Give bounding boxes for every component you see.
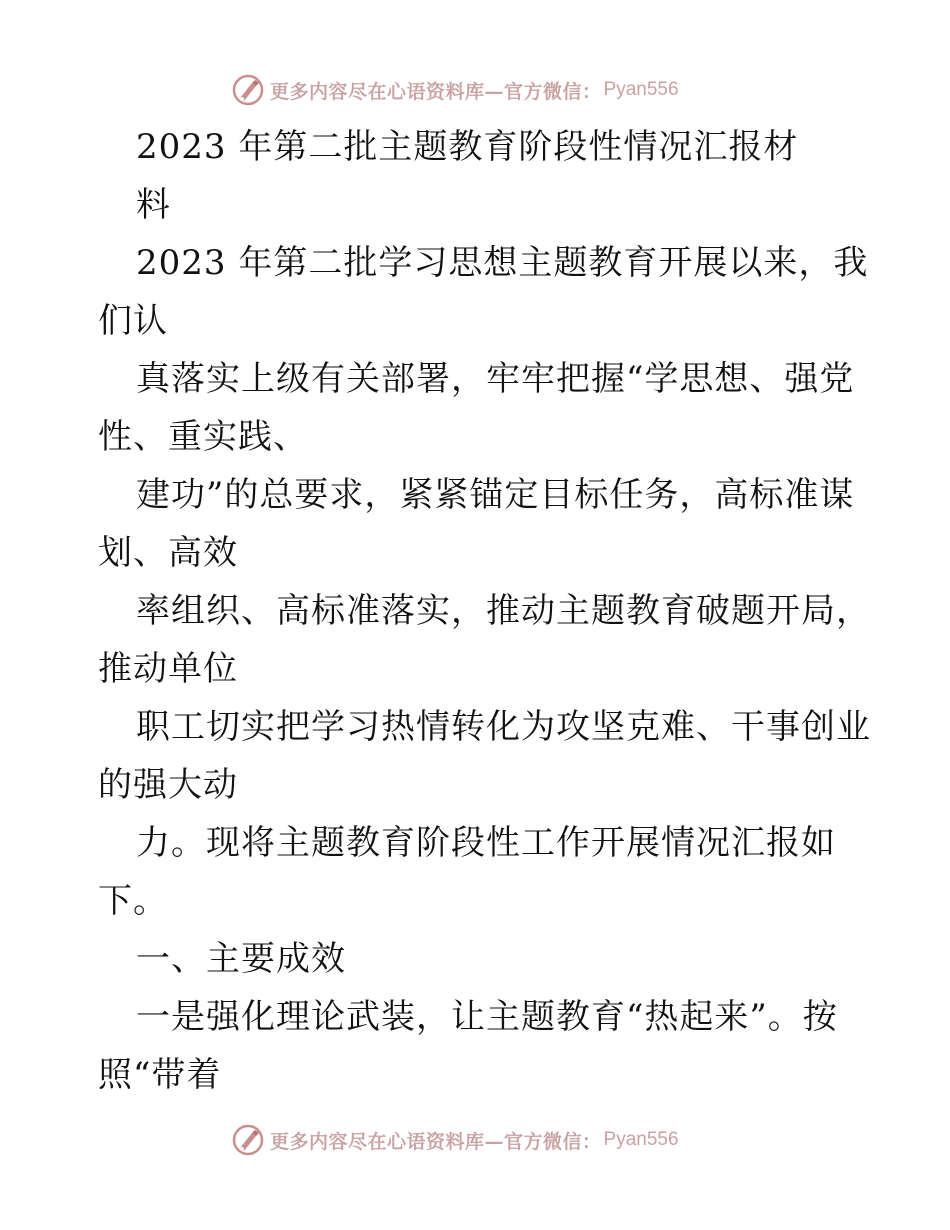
paragraph-line: 力。现将主题教育阶段性工作开展情况汇报如 xyxy=(136,823,836,863)
paragraph-line: 职工切实把学习热情转化为攻坚克难、干事创业 xyxy=(136,707,871,747)
pen-logo-icon xyxy=(232,1124,264,1156)
title-line-2: 料 xyxy=(136,185,171,225)
watermark-wechat-id: Pyan556 xyxy=(603,1129,679,1150)
watermark-wechat-id: Pyan556 xyxy=(603,79,679,100)
header-watermark xyxy=(232,73,679,107)
pen-logo-icon xyxy=(232,74,264,106)
paragraph-line: 的强大动 xyxy=(98,765,238,805)
paragraph-line: 真落实上级有关部署，牢牢把握“学思想、强党 xyxy=(136,359,855,399)
watermark-text: 更多内容尽在心语资料库—官方微信： xyxy=(270,1130,602,1153)
paragraph-line: 2023 年第二批学习思想主题教育开展以来，我 xyxy=(136,243,869,283)
title-line-1: 2023 年第二批主题教育阶段性情况汇报材 xyxy=(136,127,799,167)
paragraph-line: 们认 xyxy=(98,301,168,341)
watermark-text: 更多内容尽在心语资料库—官方微信： xyxy=(270,80,602,103)
paragraph-line: 一是强化理论武装，让主题教育“热起来”。按 xyxy=(136,997,838,1037)
paragraph-line: 性、重实践、 xyxy=(98,417,308,457)
document-body xyxy=(98,118,871,1104)
footer-watermark xyxy=(232,1123,679,1157)
paragraph-line: 建功”的总要求，紧紧锚定目标任务，高标准谋 xyxy=(136,475,855,515)
section-heading: 一、主要成效 xyxy=(136,939,346,979)
paragraph-line: 推动单位 xyxy=(98,649,238,689)
paragraph-line: 率组织、高标准落实，推动主题教育破题开局， xyxy=(136,591,871,631)
paragraph-line: 照“带着 xyxy=(98,1055,222,1095)
paragraph-line: 下。 xyxy=(98,881,168,921)
paragraph-line: 划、高效 xyxy=(98,533,238,573)
